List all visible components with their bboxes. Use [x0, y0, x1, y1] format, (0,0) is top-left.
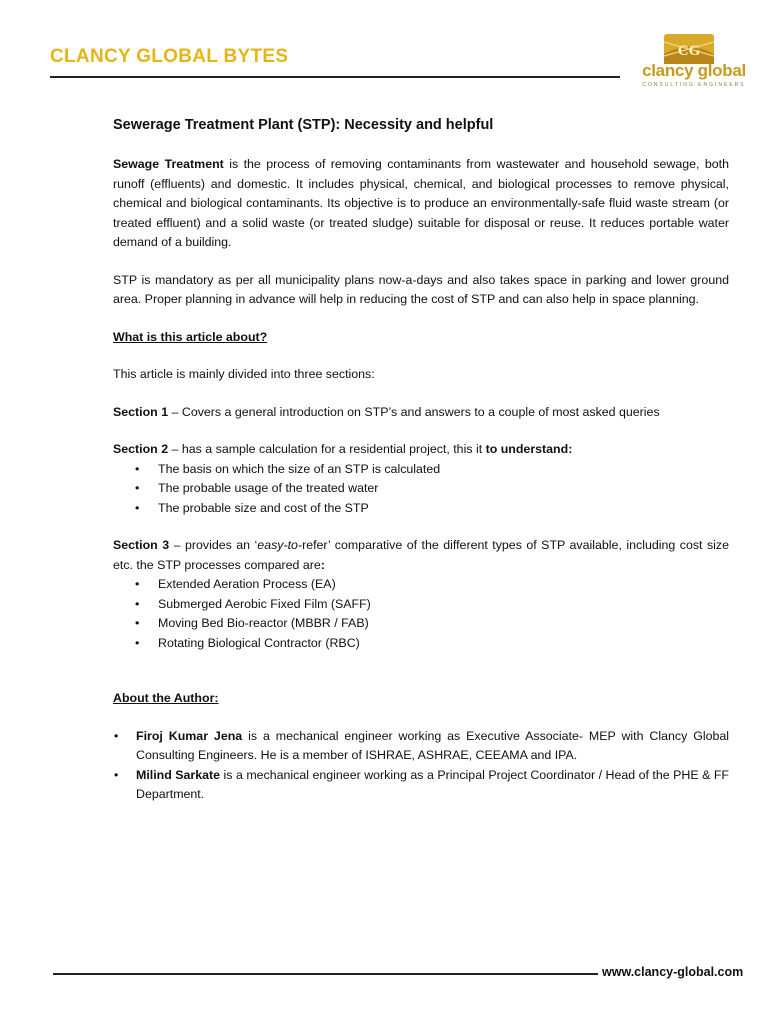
- intro-lead: Sewage Treatment: [113, 157, 224, 171]
- list-item: • Moving Bed Bio-reactor (MBBR / FAB): [113, 614, 729, 634]
- section-1-paragraph: [113, 403, 729, 423]
- author-item: [113, 727, 729, 766]
- company-logo: [632, 28, 750, 92]
- about-article-text: This article is mainly divided into three sections:: [113, 367, 375, 381]
- section-2-label: Section 2: [113, 442, 169, 456]
- about-article-heading: What is this article about?: [113, 329, 268, 344]
- section-3-list: [113, 575, 729, 653]
- brand-title: CLANCY GLOBAL BYTES: [50, 46, 289, 67]
- author-name: Firoj Kumar Jena: [136, 728, 243, 743]
- section-1-label: Section 1: [113, 404, 169, 419]
- section-2-emphasis: to understand:: [485, 442, 573, 456]
- section-3-label: Section 3: [113, 538, 170, 552]
- spacer: [113, 671, 729, 689]
- list-item: • The probable size and cost of the STP: [113, 499, 729, 519]
- article-title: Sewerage Treatment Plant (STP): Necessity and helpful: [113, 117, 494, 133]
- author-item: [113, 766, 729, 805]
- intro-text: is the process of removing contaminants from wastewater and household sewage, both runoff (effluents) and domestic. It includes physical, chemical, and biological processes to remove physical, chemical and biological contaminants. Its objective is to produce an environmentally-safe fluid waste stream (or treated effluent) and a solid waste (or treated sludge) suitable for disposal or reuse. It reduces portable water demand of a building.: [113, 157, 729, 249]
- section-2-list: [113, 460, 729, 519]
- section-3-italic: easy-to-: [257, 538, 303, 552]
- logo-monogram: CG: [677, 43, 701, 59]
- section-3-paragraph: [113, 536, 729, 575]
- list-item: • Submerged Aerobic Fixed Film (SAFF): [113, 595, 729, 615]
- header-divider: [50, 76, 620, 78]
- author-list: [113, 727, 729, 805]
- footer-website-link[interactable]: www.clancy-global.com: [602, 965, 744, 979]
- logo-wordmark: clancy global: [642, 61, 746, 80]
- section-3-text-b: refer’ comparative of the different types of STP available, including cost size etc. the STP processes compared are: [113, 538, 729, 572]
- mandatory-paragraph: STP is mandatory as per all municipality plans now-a-days and also takes space in parking and lower ground area. Proper planning in advance will help in reducing the cost of STP and can also help in space planning.: [113, 272, 729, 306]
- author-bio: is a mechanical engineer working as Executive Associate- MEP with Clancy Global Consulting Engineers. He is a member of ISHRAE, ASHRAE, CEEAMA and IPA.: [136, 728, 730, 762]
- section-3-colon: :: [320, 557, 325, 572]
- intro-paragraph: [113, 155, 729, 253]
- section-2-text: – has a sample calculation for a residential project, this it: [168, 442, 486, 456]
- author-bio: is a mechanical engineer working as a Principal Project Coordinator / Head of the PHE & FF Department.: [136, 767, 729, 801]
- about-author-heading: About the Author:: [113, 691, 219, 705]
- list-item: • Extended Aeration Process (EA): [113, 575, 729, 595]
- list-item: • The basis on which the size of an STP is calculated: [113, 460, 729, 480]
- section-1-text: – Covers a general introduction on STP’s and answers to a couple of most asked queries: [168, 404, 660, 419]
- article-body: [113, 115, 729, 805]
- section-3-text-a: – provides an ‘: [169, 538, 258, 552]
- list-item: • The probable usage of the treated water: [113, 479, 729, 499]
- author-name: Milind Sarkate: [136, 767, 221, 782]
- section-2-paragraph: [113, 440, 729, 460]
- logo-subtext: CONSULTING ENGINEERS: [642, 82, 746, 88]
- list-item: • Rotating Biological Contractor (RBC): [113, 634, 729, 654]
- footer-divider: [53, 973, 598, 975]
